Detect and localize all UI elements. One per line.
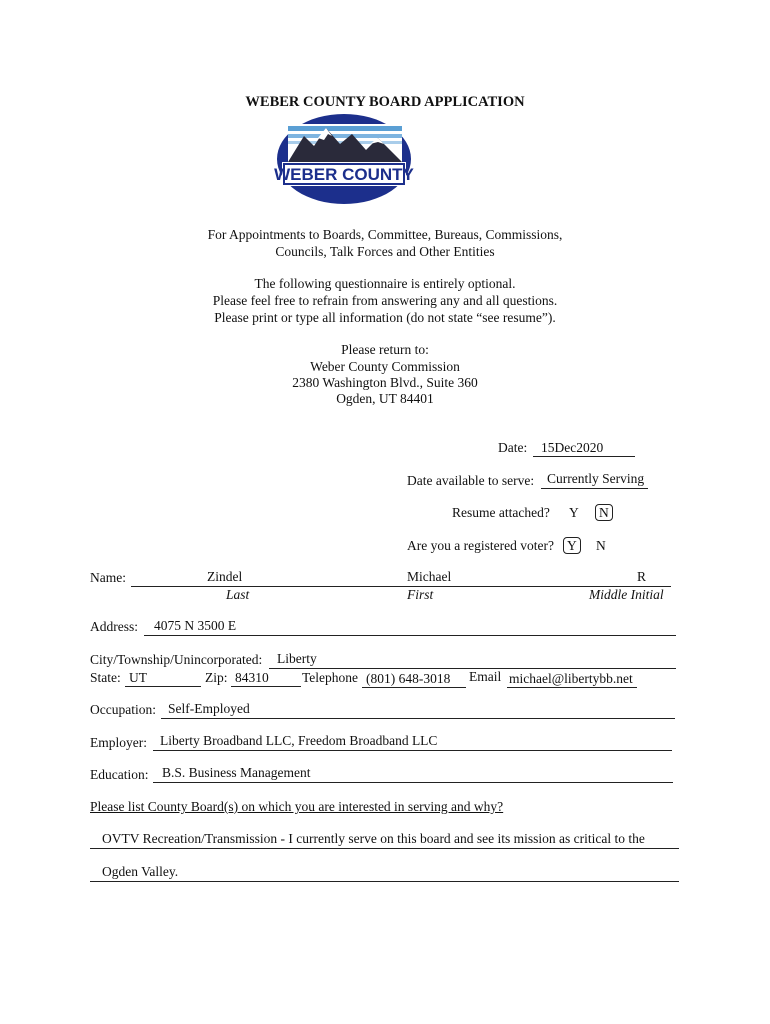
- zip-label: Zip:: [205, 670, 228, 685]
- email-field[interactable]: [507, 671, 637, 688]
- form-title: WEBER COUNTY BOARD APPLICATION: [245, 94, 525, 110]
- email-value: michael@libertybb.net: [509, 671, 633, 686]
- state-field[interactable]: [125, 670, 201, 687]
- weber-county-logo: [274, 112, 414, 206]
- state-value: UT: [129, 670, 147, 685]
- boards-answer-text2: Ogden Valley.: [102, 864, 179, 879]
- boards-answer-text1: OVTV Recreation/Transmission - I currently serve on this board and see its mission as critical to the: [102, 831, 645, 846]
- occupation-value: Self-Employed: [168, 701, 250, 716]
- resume-no-label: N: [595, 504, 613, 521]
- return-line2: Weber County Commission: [310, 359, 460, 374]
- voter-yes-label: Y: [563, 537, 581, 554]
- resume-label: Resume attached?: [452, 505, 550, 520]
- first-caption: First: [407, 587, 434, 602]
- phone-label: Telephone: [302, 670, 359, 685]
- logo-text: WEBER COUNTY: [274, 165, 414, 184]
- zip-field[interactable]: [231, 670, 301, 687]
- name-label: Name:: [90, 570, 126, 585]
- voter-yes-option[interactable]: [563, 537, 581, 554]
- occupation-label: Occupation:: [90, 702, 156, 717]
- education-field[interactable]: [153, 765, 673, 783]
- city-label: City/Township/Unincorporated:: [90, 652, 263, 667]
- optional-line3: Please print or type all information (do not state “see resume”).: [214, 310, 556, 325]
- intro-line1: For Appointments to Boards, Committee, Bureaus, Commissions,: [207, 227, 563, 242]
- boards-answer-line1[interactable]: [90, 831, 679, 849]
- employer-label: Employer:: [90, 735, 147, 750]
- boards-answer-line2[interactable]: [90, 864, 679, 882]
- middle-initial-field[interactable]: R: [637, 569, 647, 584]
- address-field[interactable]: [144, 618, 676, 636]
- phone-field[interactable]: [362, 671, 466, 688]
- education-value: B.S. Business Management: [162, 765, 311, 780]
- employer-value: Liberty Broadband LLC, Freedom Broadband LLC: [160, 733, 438, 748]
- return-line1: Please return to:: [341, 342, 429, 357]
- available-label: Date available to serve:: [407, 473, 535, 488]
- phone-value: (801) 648-3018: [366, 671, 451, 686]
- return-line3: 2380 Washington Blvd., Suite 360: [292, 375, 478, 390]
- date-label: Date:: [498, 440, 528, 455]
- city-field[interactable]: [269, 651, 676, 669]
- intro-line2: Councils, Talk Forces and Other Entities: [275, 244, 495, 259]
- available-field[interactable]: [541, 471, 648, 489]
- date-value: 15Dec2020: [541, 440, 604, 455]
- boards-question: Please list County Board(s) on which you are interested in serving and why?: [90, 799, 504, 814]
- email-label: Email: [469, 669, 502, 684]
- occupation-field[interactable]: [161, 701, 675, 719]
- resume-yes-option[interactable]: Y: [569, 505, 579, 520]
- first-name-field[interactable]: Michael: [407, 569, 452, 584]
- optional-line1: The following questionnaire is entirely optional.: [254, 276, 516, 291]
- address-value: 4075 N 3500 E: [154, 618, 237, 633]
- employer-field[interactable]: [153, 733, 672, 751]
- voter-label: Are you a registered voter?: [407, 538, 554, 553]
- return-line4: Ogden, UT 84401: [336, 391, 434, 406]
- education-label: Education:: [90, 767, 149, 782]
- optional-line2: Please feel free to refrain from answering any and all questions.: [212, 293, 558, 308]
- last-caption: Last: [226, 587, 250, 602]
- last-name-field[interactable]: Zindel: [207, 569, 243, 584]
- address-label: Address:: [90, 619, 138, 634]
- available-value: Currently Serving: [547, 471, 645, 486]
- date-field[interactable]: [533, 440, 635, 457]
- middle-caption: Middle Initial: [589, 587, 664, 602]
- zip-value: 84310: [235, 670, 269, 685]
- city-value: Liberty: [277, 651, 317, 666]
- state-label: State:: [90, 670, 121, 685]
- voter-no-option[interactable]: N: [596, 538, 606, 553]
- resume-no-option[interactable]: [595, 504, 613, 521]
